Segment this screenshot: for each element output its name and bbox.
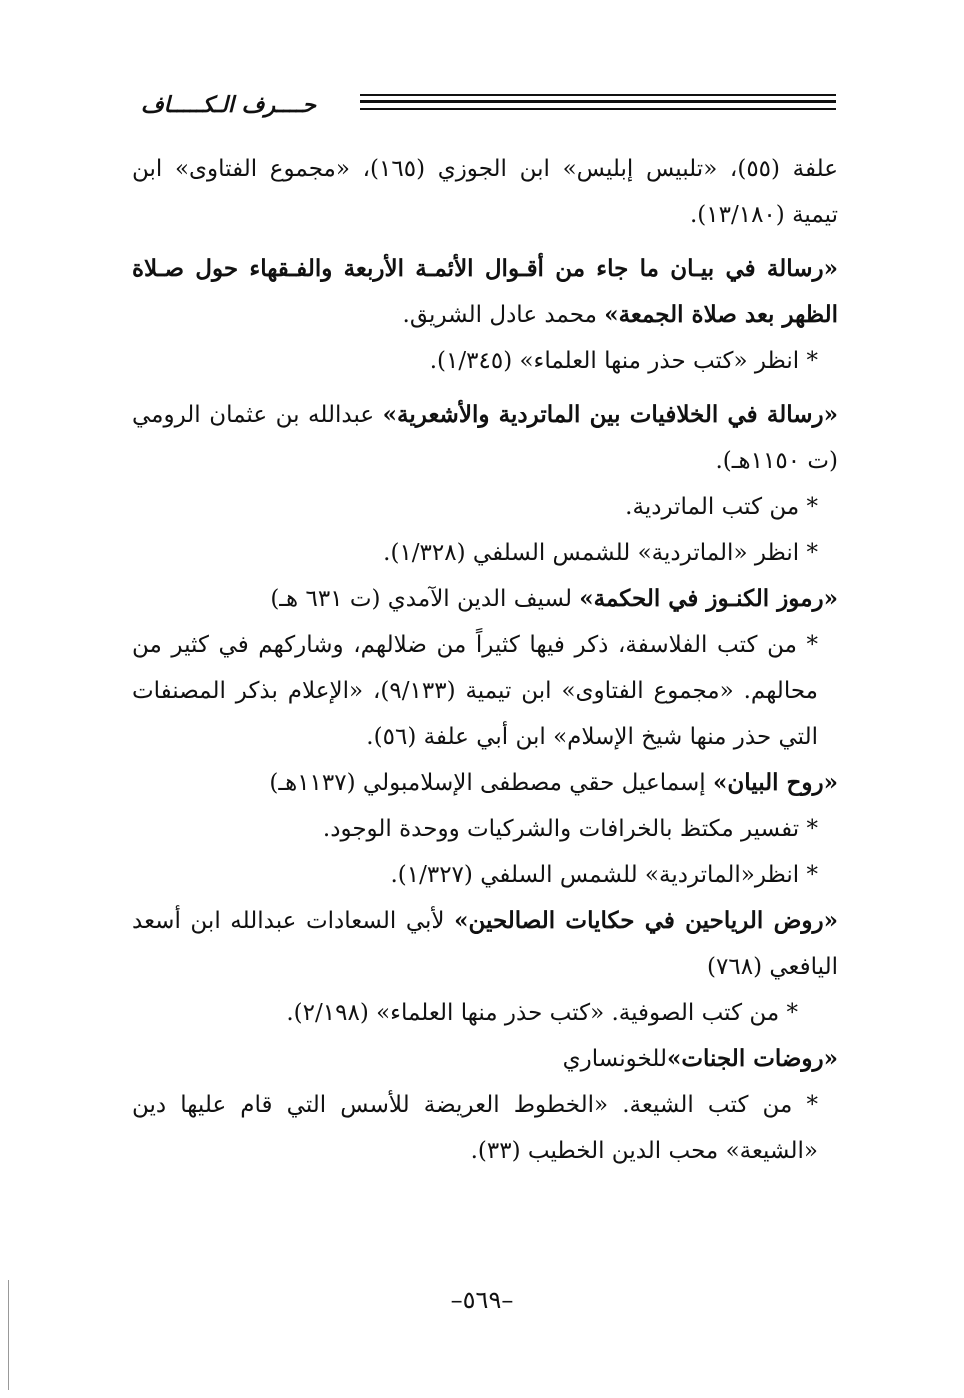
page-number: –٥٦٩– [450, 1286, 514, 1314]
entry-note: * انظر«الماتردية» للشمس السلفي (١/٣٢٧). [390, 862, 818, 888]
book-author: لأبي السعادات عبدالله ابن أسعد اليافعي (٧٦٨) [132, 908, 838, 980]
book-author: محمد عادل الشريق. [402, 302, 605, 328]
running-header [130, 84, 836, 124]
book-author: عبدالله بن عثمان الرومي (ت ١١٥٠هـ). [132, 402, 838, 474]
entry-note: * من كتب الماتردية. [625, 494, 818, 520]
page-body [132, 146, 838, 1174]
header-title: حــــرف الـكـــــاف [140, 92, 316, 118]
book-author: للخونساري [562, 1046, 667, 1072]
book-entry [132, 246, 838, 338]
book-entry [132, 760, 838, 806]
book-entry [132, 392, 838, 484]
book-title: «روض الرياحين في حكايات الصالحين» [454, 907, 838, 934]
book-author: لسيف الدين الآمدي (ت ٦٣١ هـ) [270, 586, 580, 612]
book-title: «رسالة في بيـان ما جاء من أقـوال الأئمـة الأربعة والفـقهاء حول صـلاة الظهر بعد صلاة الجمعة» [132, 255, 838, 328]
book-author: إسماعيل حقي مصطفى الإسلامبولي (١١٣٧هـ) [269, 770, 713, 796]
book-entry [132, 576, 838, 622]
entry-note: * انظر «كتب حذر منها العلماء» (١/٣٤٥). [429, 348, 818, 374]
book-title: «رسالة في الخلافيات بين الماتردية والأشعرية» [382, 401, 839, 428]
entry-note: * من كتب الصوفية. «كتب حذر منها العلماء» (٢/١٩٨). [286, 1000, 798, 1026]
book-title: «روضات الجنات» [666, 1045, 838, 1072]
entry-note: * من كتب الفلاسفة، ذكر فيها كثيراً من ضلالهم، وشاركهم في كثير من محالهم. «مجموع الفتاوى» ابن تيمية (٩/١٣٣)، «الإعلام بذكر المصنفات التي حذر منها شيخ الإسلام» ابن أبي علفة (٥٦). [132, 632, 818, 750]
entry-note: * من كتب الشيعة. «الخطوط العريضة للأسس التي قام عليها دين «الشيعة» محب الدين الخطيب (٣٣). [132, 1092, 818, 1164]
book-entry [132, 1036, 838, 1082]
header-rule [360, 94, 836, 96]
book-title: «رموز الكنـوز في الحكمة» [579, 585, 838, 612]
scan-edge-line [8, 1280, 9, 1390]
book-title: «روح البيان» [713, 769, 838, 796]
header-rule [360, 100, 836, 103]
header-rule [360, 108, 836, 110]
book-entry [132, 898, 838, 990]
entry-note: * انظر «الماتردية» للشمس السلفي (١/٣٢٨). [383, 540, 818, 566]
continuation-text: علفة (٥٥)، «تلبيس إبليس» ابن الجوزي (١٦٥)، «مجموع الفتاوى» ابن تيمية (١٣/١٨٠). [132, 156, 838, 228]
entry-note: * تفسير مكتظ بالخرافات والشركيات ووحدة الوجود. [322, 816, 818, 842]
